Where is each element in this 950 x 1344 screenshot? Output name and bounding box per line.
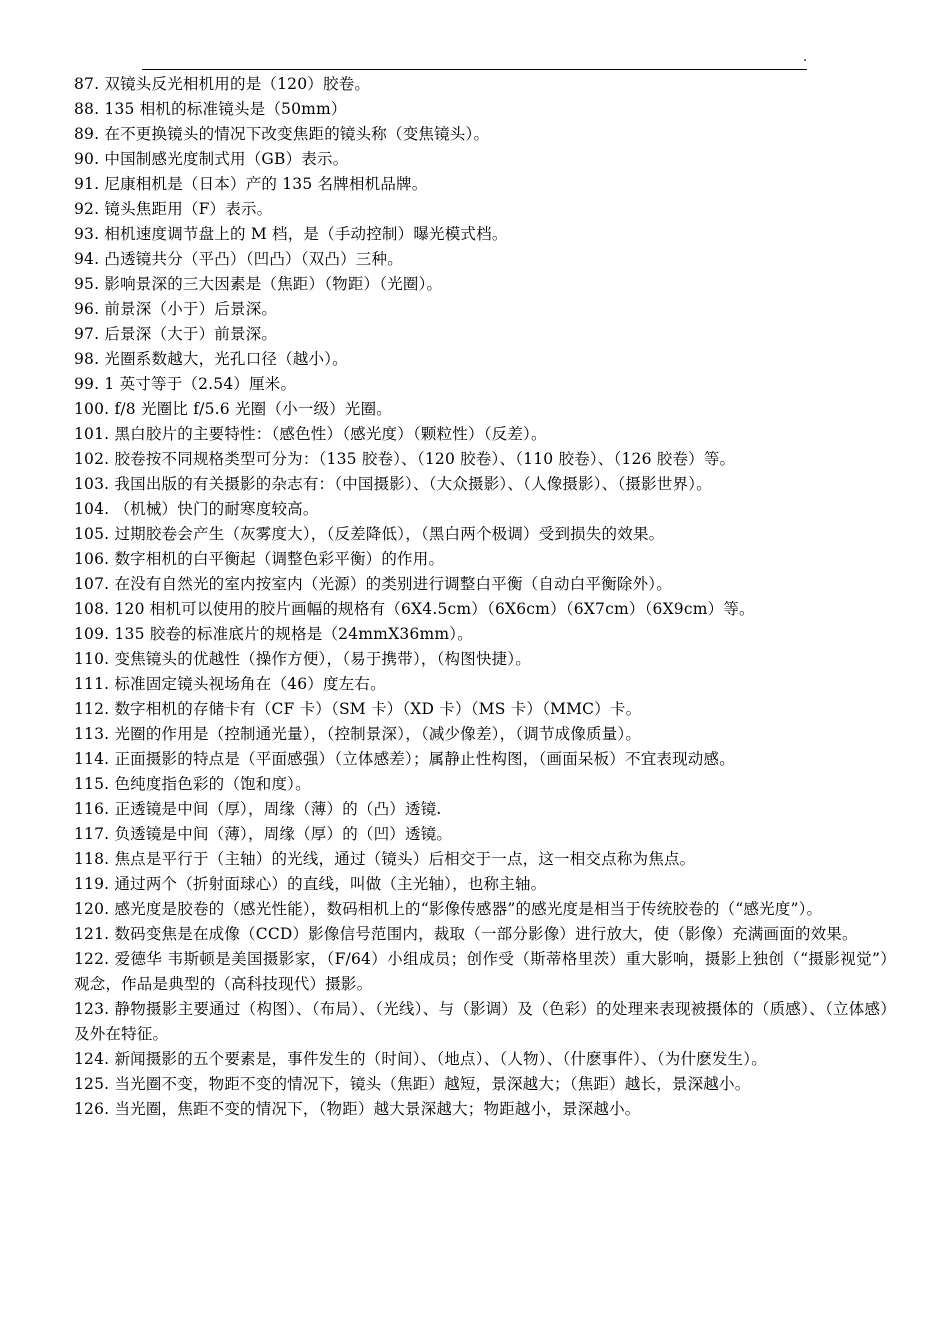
list-item <box>74 247 896 272</box>
item-text: 数码变焦是在成像（CCD）影像信号范围内，裁取（一部分影像）进行放大，使（影像）充满画面的效果。 <box>114 925 858 943</box>
list-item <box>74 397 896 422</box>
item-number: 89. <box>74 125 100 143</box>
item-text: 标准固定镜头视场角在（46）度左右。 <box>114 675 386 693</box>
list-item <box>74 147 896 172</box>
list-item <box>74 472 896 497</box>
list-item <box>74 447 896 472</box>
item-number: 119. <box>74 875 110 893</box>
item-number: 97. <box>74 325 100 343</box>
list-item <box>74 1047 896 1072</box>
item-number: 102. <box>74 450 110 468</box>
list-item <box>74 497 896 522</box>
item-number: 115. <box>74 775 110 793</box>
item-number: 106. <box>74 550 110 568</box>
item-number: 99. <box>74 375 100 393</box>
item-number: 87. <box>74 75 100 93</box>
list-item <box>74 222 896 247</box>
list-item <box>74 522 896 547</box>
list-item <box>74 747 896 772</box>
item-text: 感光度是胶卷的（感光性能），数码相机上的“影像传感器”的感光度是相当于传统胶卷的（“感光度”）。 <box>114 900 823 918</box>
item-text: 当光圈，焦距不变的情况下，（物距）越大景深越大；物距越小，景深越小。 <box>114 1100 641 1118</box>
item-text: 镜头焦距用（F）表示。 <box>104 200 273 218</box>
item-text: 双镜头反光相机用的是（120）胶卷。 <box>104 75 371 93</box>
list-item <box>74 1072 896 1097</box>
item-number: 104. <box>74 500 110 518</box>
list-item <box>74 422 896 447</box>
item-number: 116. <box>74 800 110 818</box>
item-number: 103. <box>74 475 110 493</box>
list-item <box>74 372 896 397</box>
item-text: 相机速度调节盘上的 M 档，是（手动控制）曝光模式档。 <box>104 225 508 243</box>
item-text: 通过两个（折射面球心）的直线，叫做（主光轴），也称主轴。 <box>114 875 547 893</box>
item-text: 新闻摄影的五个要素是，事件发生的（时间）、（地点）、（人物）、（什麽事件）、（为什麽发生）。 <box>114 1050 767 1068</box>
item-text: 爱德华 韦斯顿是美国摄影家，（F/64）小组成员；创作受（斯蒂格里茨）重大影响，摄影上独创（“摄影视觉”）观念，作品是典型的（高科技现代）摄影。 <box>74 950 896 993</box>
list-item <box>74 1097 896 1122</box>
item-number: 88. <box>74 100 100 118</box>
item-text: 数字相机的存储卡有（CF 卡）（SM 卡）（XD 卡）（MS 卡）（MMC）卡。 <box>114 700 642 718</box>
list-item <box>74 122 896 147</box>
list-item <box>74 897 896 922</box>
item-text: 正面摄影的特点是（平面感强）（立体感差）；属静止性构图，（画面呆板）不宜表现动感。 <box>114 750 735 768</box>
list-item <box>74 197 896 222</box>
item-text: 135 胶卷的标准底片的规格是（24mmX36mm）。 <box>114 625 473 643</box>
item-text: （机械）快门的耐寒度较高。 <box>114 500 319 518</box>
item-number: 118. <box>74 850 110 868</box>
item-text: 黑白胶片的主要特性：（感色性）（感光度）（颗粒性）（反差）。 <box>114 425 547 443</box>
item-number: 125. <box>74 1075 110 1093</box>
list-item <box>74 647 896 672</box>
item-text: f/8 光圈比 f/5.6 光圈（小一级）光圈。 <box>114 400 392 418</box>
item-number: 94. <box>74 250 100 268</box>
item-text: 过期胶卷会产生（灰雾度大），（反差降低），（黑白两个极调）受到损失的效果。 <box>114 525 665 543</box>
list-item <box>74 297 896 322</box>
list-item <box>74 722 896 747</box>
item-text: 胶卷按不同规格类型可分为：（135 胶卷）、（120 胶卷）、（110 胶卷）、（126 胶卷）等。 <box>114 450 736 468</box>
item-number: 122. <box>74 950 110 968</box>
list-item <box>74 947 896 997</box>
list-item <box>74 547 896 572</box>
item-text: 尼康相机是（日本）产的 135 名牌相机品牌。 <box>104 175 428 193</box>
item-text: 光圈系数越大，光孔口径（越小）。 <box>104 350 348 368</box>
item-text: 数字相机的白平衡起（调整色彩平衡）的作用。 <box>114 550 445 568</box>
header-dot: . <box>803 50 808 65</box>
list-item <box>74 997 896 1047</box>
item-text: 我国出版的有关摄影的杂志有：（中国摄影）、（大众摄影）、（人像摄影）、（摄影世界）。 <box>114 475 712 493</box>
list-item <box>74 922 896 947</box>
item-number: 123. <box>74 1000 110 1018</box>
item-number: 105. <box>74 525 110 543</box>
item-text: 负透镜是中间（薄），周缘（厚）的（凹）透镜。 <box>114 825 453 843</box>
item-number: 112. <box>74 700 110 718</box>
list-item <box>74 97 896 122</box>
item-number: 120. <box>74 900 110 918</box>
item-number: 92. <box>74 200 100 218</box>
list-item <box>74 872 896 897</box>
item-number: 95. <box>74 275 100 293</box>
list-item <box>74 847 896 872</box>
item-number: 107. <box>74 575 110 593</box>
list-item <box>74 272 896 297</box>
list-item <box>74 797 896 822</box>
item-text: 在没有自然光的室内按室内（光源）的类别进行调整白平衡（自动白平衡除外）。 <box>114 575 672 593</box>
list-item <box>74 672 896 697</box>
item-number: 98. <box>74 350 100 368</box>
item-text: 色纯度指色彩的（饱和度）。 <box>114 775 311 793</box>
item-text: 光圈的作用是（控制通光量），（控制景深），（减少像差），（调节成像质量）。 <box>114 725 642 743</box>
item-number: 108. <box>74 600 110 618</box>
item-number: 101. <box>74 425 110 443</box>
list-item <box>74 772 896 797</box>
item-text: 前景深（小于）后景深。 <box>104 300 278 318</box>
list-item <box>74 322 896 347</box>
item-number: 93. <box>74 225 100 243</box>
item-number: 111. <box>74 675 110 693</box>
list-item <box>74 597 896 622</box>
item-text: 当光圈不变，物距不变的情况下，镜头（焦距）越短，景深越大；（焦距）越长，景深越小。 <box>114 1075 751 1093</box>
item-text: 1 英寸等于（2.54）厘米。 <box>104 375 297 393</box>
list-item <box>74 172 896 197</box>
item-text: 在不更换镜头的情况下改变焦距的镜头称（变焦镜头）。 <box>104 125 490 143</box>
list-item <box>74 697 896 722</box>
item-number: 126. <box>74 1100 110 1118</box>
item-text: 静物摄影主要通过（构图）、（布局）、（光线）、与（影调）及（色彩）的处理来表现被摄体的（质感）、（立体感）及外在特征。 <box>74 1000 896 1043</box>
list-item <box>74 72 896 97</box>
item-number: 100. <box>74 400 110 418</box>
list-item <box>74 622 896 647</box>
header-rule <box>142 69 807 70</box>
list-item <box>74 572 896 597</box>
item-number: 121. <box>74 925 110 943</box>
item-text: 影响景深的三大因素是（焦距）（物距）（光圈）。 <box>104 275 443 293</box>
item-text: 中国制感光度制式用（GB）表示。 <box>104 150 349 168</box>
list-item <box>74 822 896 847</box>
qa-list <box>74 72 896 1122</box>
item-text: 变焦镜头的优越性（操作方便），（易于携带），（构图快捷）。 <box>114 650 532 668</box>
item-text: 凸透镜共分（平凸）（凹凸）（双凸）三种。 <box>104 250 403 268</box>
item-number: 96. <box>74 300 100 318</box>
item-number: 110. <box>74 650 110 668</box>
item-number: 91. <box>74 175 100 193</box>
item-text: 120 相机可以使用的胶片画幅的规格有（6X4.5cm）（6X6cm）（6X7cm）（6X9cm）等。 <box>114 600 755 618</box>
item-number: 117. <box>74 825 110 843</box>
item-number: 113. <box>74 725 110 743</box>
item-number: 90. <box>74 150 100 168</box>
list-item <box>74 347 896 372</box>
item-text: 135 相机的标准镜头是（50mm） <box>104 100 347 118</box>
item-text: 后景深（大于）前景深。 <box>104 325 278 343</box>
item-number: 124. <box>74 1050 110 1068</box>
item-text: 焦点是平行于（主轴）的光线，通过（镜头）后相交于一点，这一相交点称为焦点。 <box>114 850 696 868</box>
item-number: 109. <box>74 625 110 643</box>
item-text: 正透镜是中间（厚），周缘（薄）的（凸）透镜. <box>114 800 442 818</box>
item-number: 114. <box>74 750 110 768</box>
